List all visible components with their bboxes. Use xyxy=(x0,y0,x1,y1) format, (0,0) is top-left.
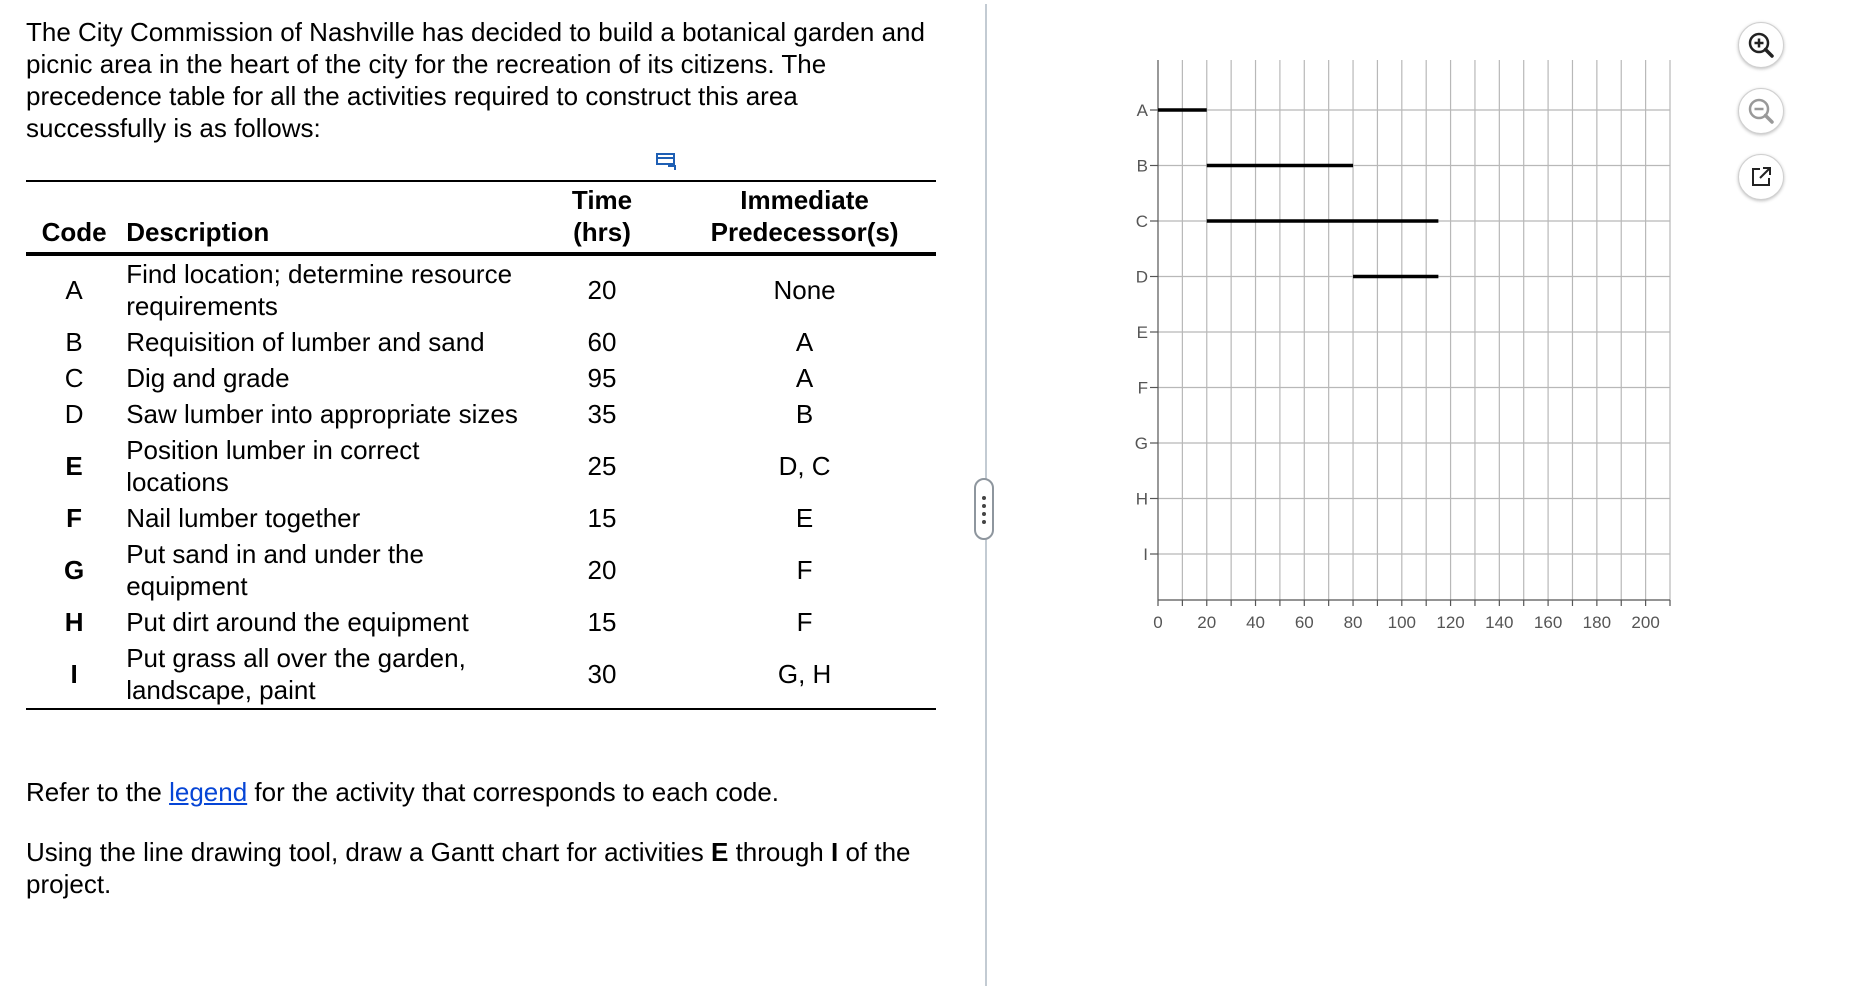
row-code: B xyxy=(65,327,83,357)
legend-link[interactable]: legend xyxy=(169,777,248,807)
popout-button[interactable] xyxy=(1738,154,1784,200)
row-description: Nail lumber together xyxy=(126,503,361,533)
x-tick-label: 100 xyxy=(1387,613,1416,632)
x-tick-label: 0 xyxy=(1153,613,1163,632)
table-row xyxy=(26,604,936,640)
row-code: F xyxy=(66,503,83,533)
row-description: Dig and grade xyxy=(126,363,290,393)
row-time: 20 xyxy=(587,555,617,585)
row-code: I xyxy=(70,659,78,689)
row-time: 30 xyxy=(587,659,617,689)
row-description: Position lumber in correct locations xyxy=(126,435,420,497)
table-row xyxy=(26,640,936,709)
row-code: E xyxy=(65,451,83,481)
panel-resize-handle[interactable] xyxy=(974,478,994,540)
row-time: 35 xyxy=(587,399,617,429)
row-description: Saw lumber into appropriate sizes xyxy=(126,399,518,429)
precedence-table xyxy=(26,180,936,710)
row-predecessors: D, C xyxy=(778,451,831,481)
x-tick-label: 160 xyxy=(1533,613,1563,632)
y-tick-label: F xyxy=(1137,378,1148,398)
row-time: 60 xyxy=(587,327,617,357)
row-predecessors: A xyxy=(795,327,814,357)
x-tick-label: 140 xyxy=(1485,613,1514,632)
x-tick-label: 40 xyxy=(1246,613,1265,632)
row-code: A xyxy=(65,275,83,305)
row-description: Put dirt around the equipment xyxy=(126,607,469,637)
x-tick-label: 180 xyxy=(1582,613,1612,632)
x-tick-label: 200 xyxy=(1631,613,1660,632)
problem-intro: The City Commission of Nashville has decided to build a botanical garden and picnic area in the heart of the city for the recreation of its citizens. The precedence table for all the activities required to construct this area successfully is as follows: xyxy=(26,17,925,143)
y-tick-label: D xyxy=(1135,267,1148,287)
popout-icon xyxy=(1747,163,1775,191)
header-description: Description xyxy=(126,217,270,247)
zoom-in-icon xyxy=(1747,31,1775,59)
table-row xyxy=(26,254,936,324)
row-description: Put grass all over the garden, landscape, paint xyxy=(126,643,466,705)
legend-note: Refer to the legend for the activity that corresponds to each code. xyxy=(26,777,780,807)
x-tick-label: 80 xyxy=(1343,613,1363,632)
table-row xyxy=(26,360,936,396)
row-time: 15 xyxy=(587,607,617,637)
gantt-chart[interactable] xyxy=(1100,40,1740,680)
table-row xyxy=(26,324,936,360)
row-code: G xyxy=(63,555,85,585)
y-tick-label: B xyxy=(1136,156,1148,176)
y-tick-label: G xyxy=(1134,434,1148,453)
header-predecessors: Immediate Predecessor(s) xyxy=(710,185,899,247)
row-description: Find location; determine resource requirements xyxy=(126,259,513,321)
row-code: D xyxy=(64,399,84,429)
x-tick-label: 20 xyxy=(1197,613,1217,632)
table-header-row xyxy=(26,181,936,254)
question-panel xyxy=(26,16,936,899)
x-tick-label: 120 xyxy=(1436,613,1465,632)
instructions: Using the line drawing tool, draw a Gantt chart for activities E through I of the project. xyxy=(26,837,911,899)
row-predecessors: F xyxy=(796,555,813,585)
zoom-out-icon xyxy=(1747,97,1775,125)
row-code: H xyxy=(64,607,84,637)
y-tick-label: H xyxy=(1135,489,1148,509)
table-row xyxy=(26,500,936,536)
y-tick-label: E xyxy=(1136,323,1148,342)
header-time: Time (hrs) xyxy=(571,185,633,247)
row-description: Put sand in and under the equipment xyxy=(126,539,424,601)
zoom-in-button[interactable] xyxy=(1738,22,1784,68)
table-row xyxy=(26,432,936,500)
row-predecessors: E xyxy=(795,503,814,533)
table-row xyxy=(26,536,936,604)
header-code: Code xyxy=(41,217,107,247)
zoom-out-button[interactable] xyxy=(1738,88,1784,134)
table-row xyxy=(26,396,936,432)
row-predecessors: F xyxy=(796,607,813,637)
row-predecessors: None xyxy=(773,275,836,305)
row-predecessors: G, H xyxy=(777,659,832,689)
table-copy-icon[interactable] xyxy=(656,152,678,177)
row-time: 25 xyxy=(587,451,617,481)
row-code: C xyxy=(64,363,84,393)
x-tick-label: 60 xyxy=(1294,613,1314,632)
row-time: 15 xyxy=(587,503,617,533)
y-tick-label: C xyxy=(1135,212,1148,231)
row-description: Requisition of lumber and sand xyxy=(126,327,485,357)
row-time: 20 xyxy=(587,275,617,305)
row-predecessors: A xyxy=(795,363,814,393)
y-tick-label: I xyxy=(1143,545,1148,564)
row-time: 95 xyxy=(587,363,617,393)
y-tick-label: A xyxy=(1136,101,1148,120)
row-predecessors: B xyxy=(795,399,814,429)
